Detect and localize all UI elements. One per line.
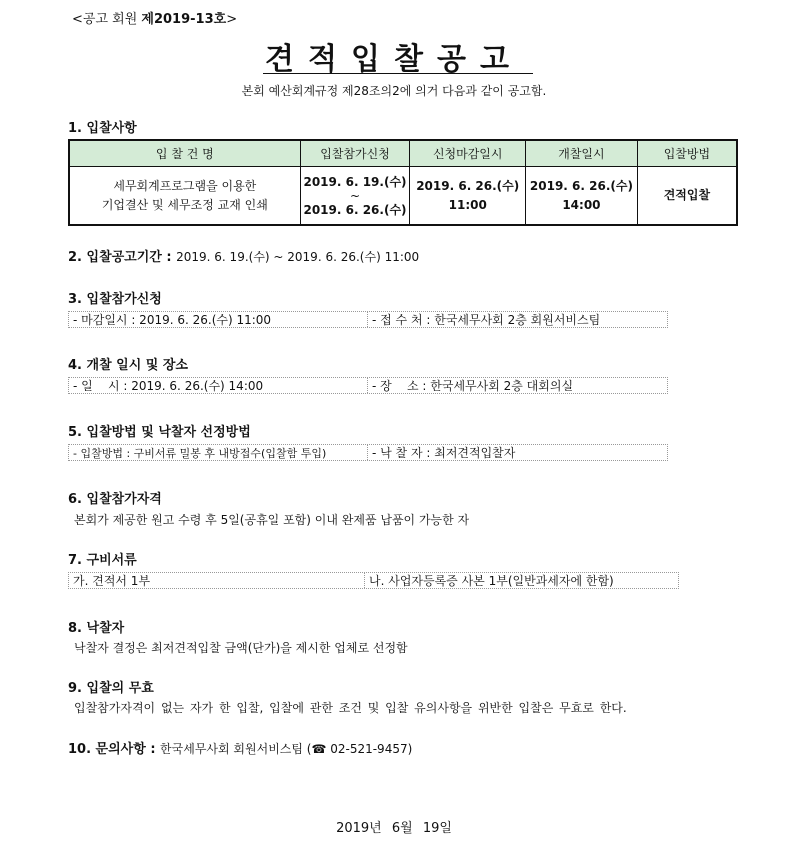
page-title: 견적입찰공고 <box>265 42 523 77</box>
notice-prefix: <공고 회원 <box>72 12 142 27</box>
open-time: 14:00 <box>562 197 601 212</box>
section2 <box>68 246 419 265</box>
apply-start: 2019. 6. 19.(수) <box>303 174 407 189</box>
section10 <box>68 738 412 757</box>
cell-bid-name <box>69 167 300 226</box>
section2-heading: 2. 입찰공고기간 : <box>68 250 172 265</box>
footer-date: 2019년 6월 19일 <box>336 821 452 836</box>
section8-text: 낙찰자 결정은 최저견적입찰 금액(단가)을 제시한 업체로 선정함 <box>74 641 408 655</box>
apply-tilde: ~ <box>349 188 361 203</box>
section7-left: 가. 견적서 1부 <box>73 574 151 588</box>
section7-right: 나. 사업자등록증 사본 1부(일반과세자에 한함) <box>364 573 614 588</box>
section10-heading: 10. 문의사항 : <box>68 742 156 757</box>
section5-right: - 낙 찰 자 : 최저견적입찰자 <box>367 445 515 460</box>
section8-heading: 8. 낙찰자 <box>68 621 125 636</box>
section2-value: 2019. 6. 19.(수) ~ 2019. 6. 26.(수) 11:00 <box>176 250 420 264</box>
section9-heading: 9. 입찰의 무효 <box>68 681 154 696</box>
bid-name-line2: 기업결산 및 세무조정 교재 인쇄 <box>101 197 268 212</box>
section5-box <box>68 444 668 461</box>
notice-number-value: 제2019-13호 <box>141 12 227 27</box>
section4-heading: 4. 개찰 일시 및 장소 <box>68 358 188 373</box>
section7-heading: 7. 구비서류 <box>68 553 137 568</box>
deadline-time: 11:00 <box>448 197 487 212</box>
cell-deadline <box>410 167 526 226</box>
section10-value: 한국세무사회 회원서비스팀 (☎ 02-521-9457) <box>160 742 413 756</box>
apply-end: 2019. 6. 26.(수) <box>303 202 407 217</box>
table-row <box>69 167 737 226</box>
notice-suffix: > <box>226 12 238 27</box>
section9-text: 입찰참가자격이 없는 자가 한 입찰, 입찰에 관한 조건 및 입찰 유의사항을 위반한 입찰은 무효로 한다. <box>74 701 627 715</box>
open-date: 2019. 6. 26.(수) <box>529 178 633 193</box>
col-header-name: 입 찰 건 명 <box>69 140 300 167</box>
section4-right: - 장 소 : 한국세무사회 2층 대회의실 <box>367 378 573 393</box>
section3-box <box>68 311 668 328</box>
section5-left: - 입찰방법 : 구비서류 밀봉 후 내방접수(입찰함 투입) <box>73 447 327 460</box>
col-header-open: 개찰일시 <box>526 140 638 167</box>
notice-number <box>72 8 237 27</box>
section3-heading: 3. 입찰참가신청 <box>68 292 162 307</box>
cell-apply-period <box>300 167 410 226</box>
deadline-date: 2019. 6. 26.(수) <box>416 178 520 193</box>
intro-text: 본회 예산회계규정 제28조의2에 의거 다음과 같이 공고함. <box>241 84 547 98</box>
bid-table <box>68 139 738 226</box>
col-header-deadline: 신청마감일시 <box>410 140 526 167</box>
col-header-apply: 입찰참가신청 <box>300 140 410 167</box>
title-underline <box>263 73 533 74</box>
section6-text: 본회가 제공한 원고 수령 후 5일(공휴일 포함) 이내 완제품 납품이 가능한 자 <box>74 513 470 527</box>
section7-box <box>68 572 679 589</box>
bid-name-line1: 세무회계프로그램을 이용한 <box>113 178 257 193</box>
section3-left: - 마감일시 : 2019. 6. 26.(수) 11:00 <box>73 313 272 327</box>
cell-method: 견적입찰 <box>637 167 737 226</box>
cell-open <box>526 167 638 226</box>
section1-heading: 1. 입찰사항 <box>68 121 137 136</box>
section6-heading: 6. 입찰참가자격 <box>68 492 162 507</box>
section4-box <box>68 377 668 394</box>
section3-right: - 접 수 처 : 한국세무사회 2층 회원서비스팀 <box>367 312 600 327</box>
section5-heading: 5. 입찰방법 및 낙찰자 선정방법 <box>68 425 251 440</box>
col-header-method: 입찰방법 <box>637 140 737 167</box>
section4-left: - 일 시 : 2019. 6. 26.(수) 14:00 <box>73 379 264 393</box>
bid-table-header-row <box>69 140 737 167</box>
